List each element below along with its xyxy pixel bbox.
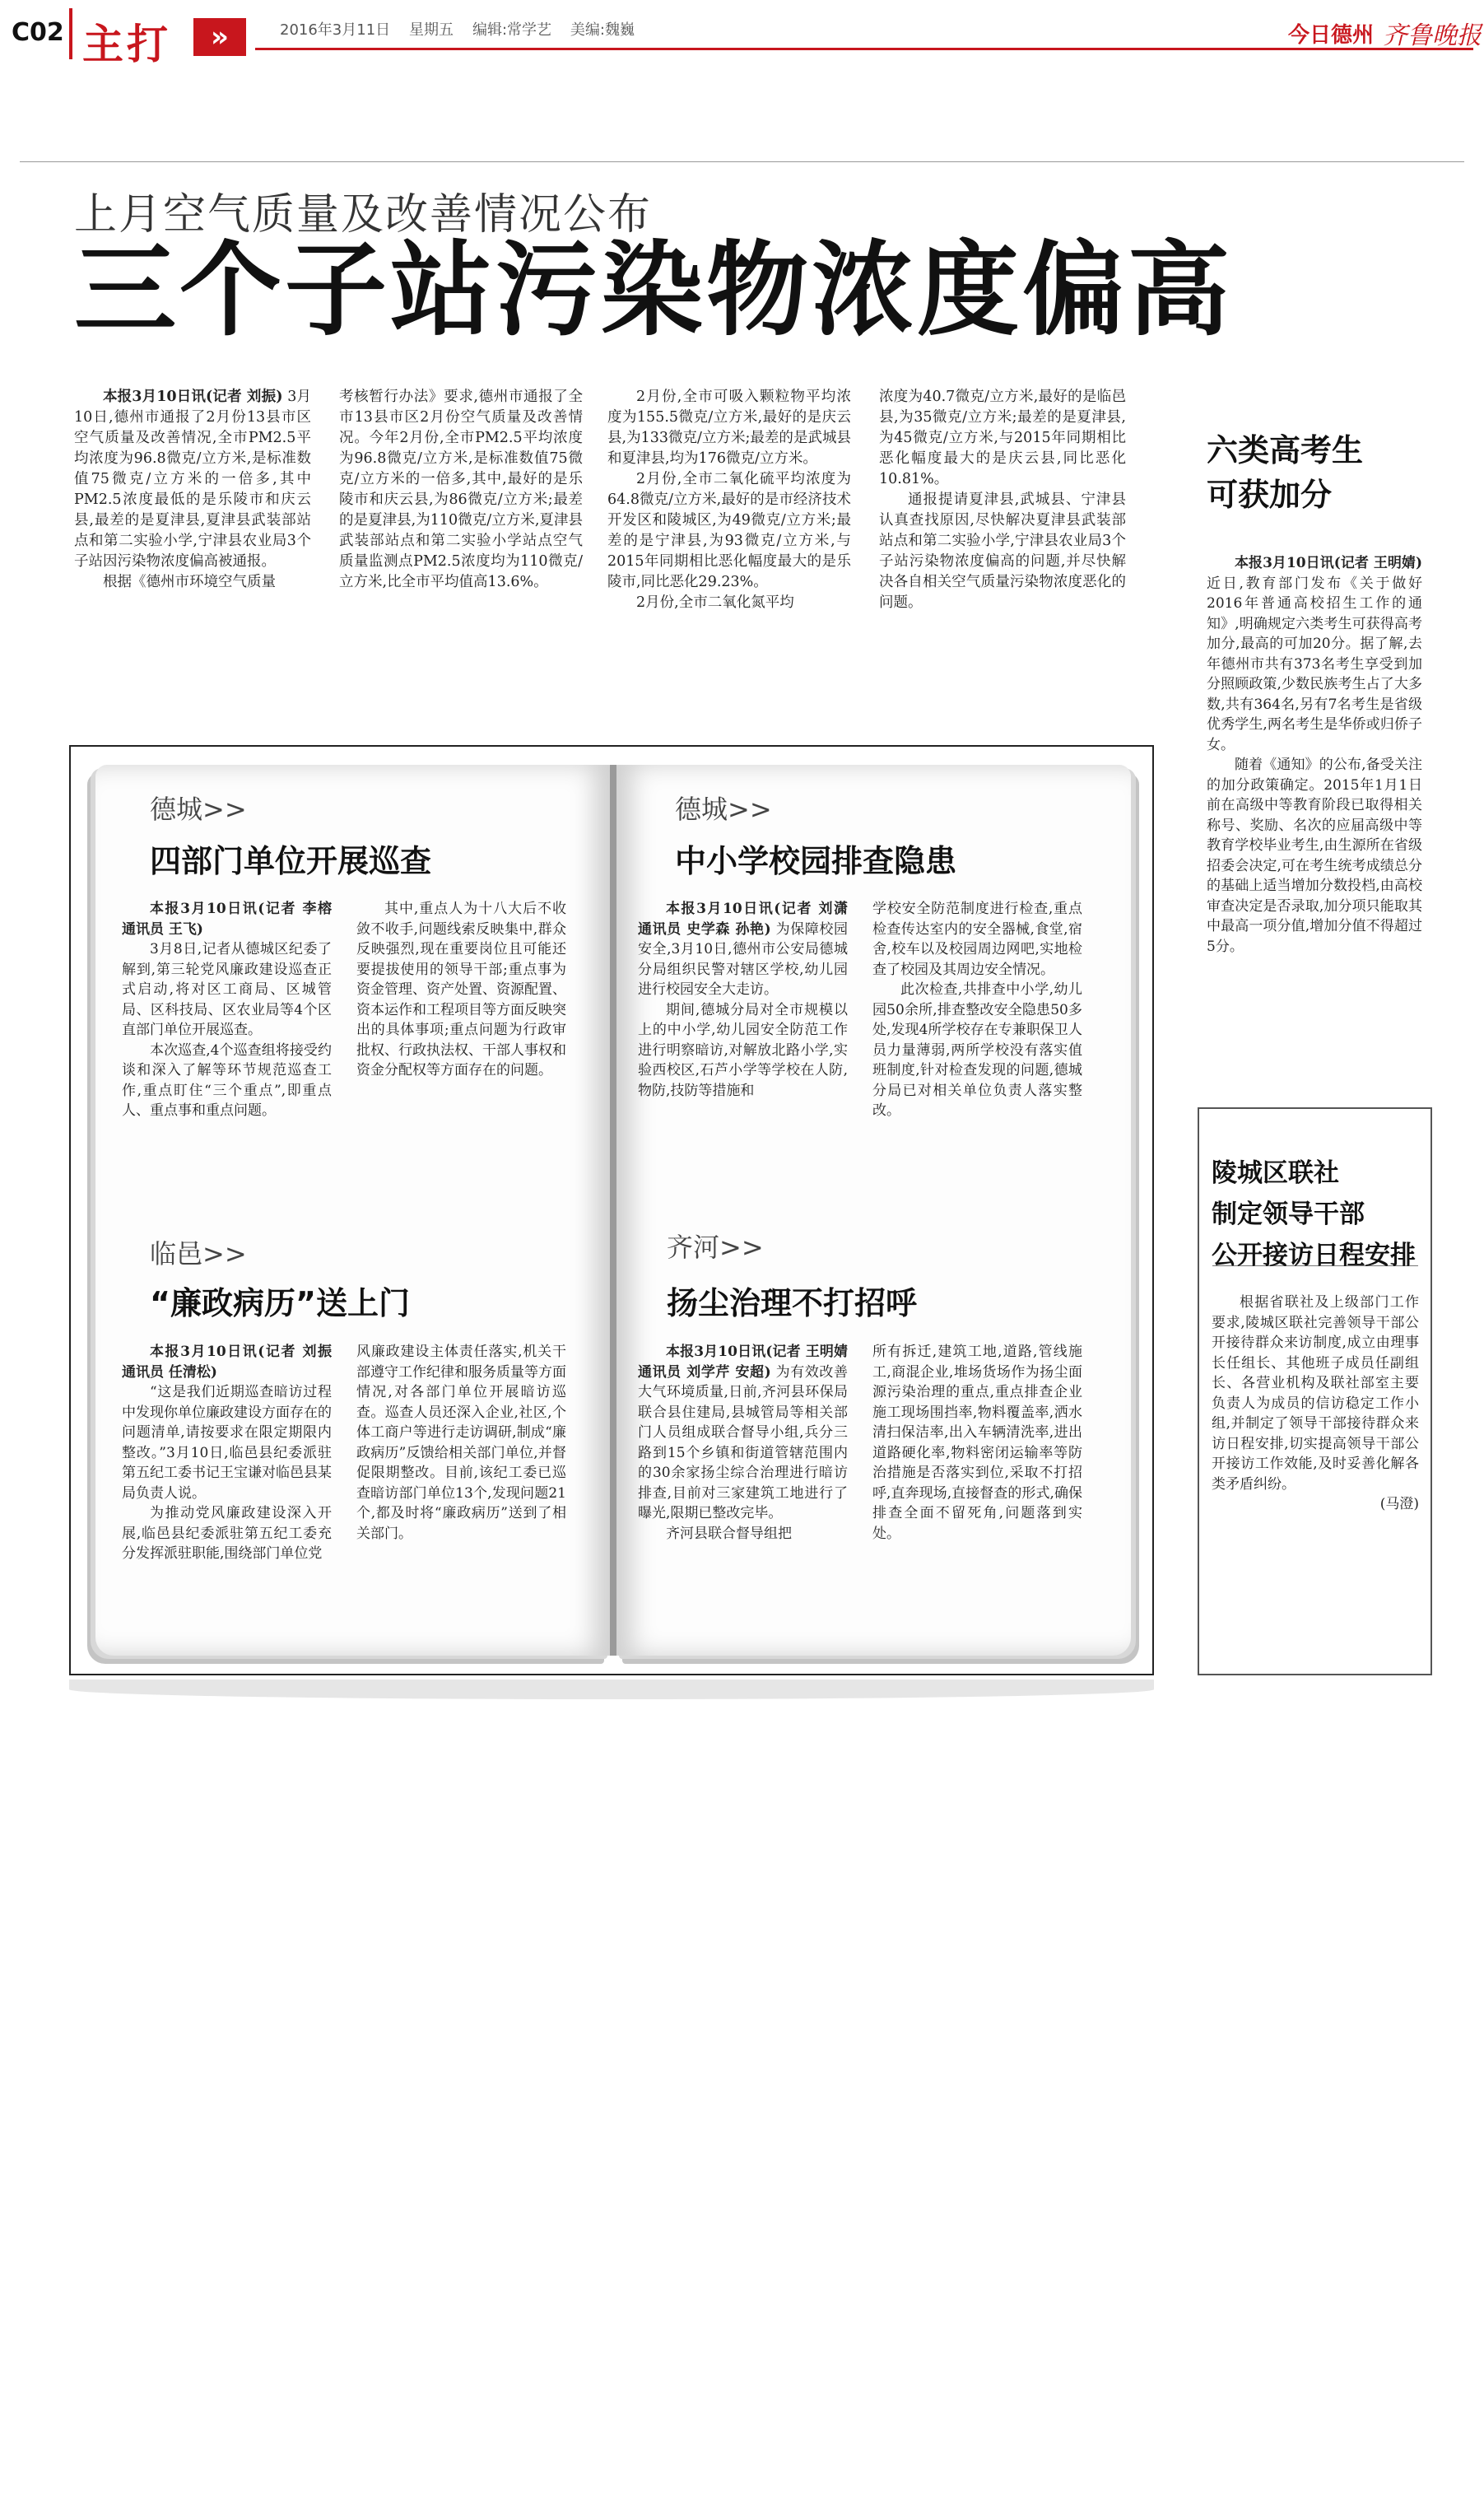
sidebar-story-2-body (1212, 1293, 1419, 1515)
section-name: 主打 (82, 21, 171, 68)
sidebar-paragraph: 根据省联社及上级部门工作要求,陵城区联社完善领导干部公开接待群众来访制度,成立由理事长任组长、其他班子成员任副组长、各营业机构及联社部室主要负责人为成员的信访稳定工作小组,并制定了领导干部接待群众来访日程安排,切实提高领导干部公开接访工作效能,及时妥善化解各类矛盾纠纷。 (1212, 1294, 1419, 1493)
lead-paragraph: 通报提请夏津县,武城县、宁津县认真查找原因,尽快解决夏津县武装部站点和第二实验小学,宁津县农业局3个子站污染物浓度偏高的问题,并尽快解决各自相关空气质量污染物浓度恶化的问题。 (879, 491, 1126, 611)
book-spine (610, 765, 616, 1656)
lead-column-3 (607, 387, 851, 613)
lead-headline: 三个子站污染物浓度偏高 (74, 231, 1234, 350)
sidebar-story-1-title: 六类高考生 可获加分 (1207, 432, 1364, 513)
story-location: 德城>> (150, 794, 247, 825)
lead-byline: 本报3月10日讯(记者 刘振) (103, 389, 283, 405)
masthead (0, 0, 1484, 74)
story-location: 齐河>> (667, 1232, 764, 1263)
sidebar-story-1-byline: 本报3月10日讯(记者 王明婧) (1235, 555, 1422, 571)
lead-paragraph: 2月份,全市可吸入颗粒物平均浓度为155.5微克/立方米,最好的是庆云县,为133微克/立方米;最差的是武城县和夏津县,均为176微克/立方米。 (607, 389, 851, 467)
section-arrows-icon: » (193, 18, 246, 56)
story-column: 风廉政建设主体责任落实,机关干部遵守工作纪律和服务质量等方面情况,对各部门单位开展暗访巡查。巡查人员还深入企业,社区,个体工商户等进行走访调研,制成“廉政病历”反馈给相关部门单位,并督促限期整改。目前,该纪工委已巡查暗访部门单位13个,发现问题21个,都及时将“廉政病历”送到了相关部门。 (356, 1344, 566, 1542)
lead-paragraph: 根据《德州市环境空气质量 (103, 574, 276, 590)
story-title: “廉政病历”送上门 (150, 1285, 410, 1321)
story-title: 四部门单位开展巡查 (150, 843, 432, 879)
story-column: 学校安全防范制度进行检查,重点检查传达室内的安全器械,食堂,宿舍,校车以及校园周边网吧,实地检查了校园及其周边安全情况。 此次检查,共排查中小学,幼儿园50余所,排查整改安全隐患50多处,发现4所学校存在专兼职保卫人员力量薄弱,两所学校没有落实值班制度,针对检查发现的问题,德城分局已对相关单位负责人落实整改。 (872, 901, 1082, 1119)
sidebar-story-1-body: 本报3月10日讯(记者 王明婧) 近日,教育部门发布《关于做好2016年普通高校招生工作的通知》,明确规定六类考生可获得高考加分,最高的可加20分。据了解,去年德州市共有373名考生享受到加分照顾政策,少数民族考生占了大多数,共有364名,另有7名考生是省级优秀学生,两名考生是华侨或归侨子女。 随着《通知》的公布,备受关注的加分政策确定。2015年1月1日前在高级中等教育阶段已取得相关称号、奖励、名次的应届高级中等教育学校毕业考生,由生源所在省级招委会决定,可在考生统考成绩总分的基础上适当增加分数投档,由高校审查决定是否录取,加分项只能取其中最高一项分值,增加分值不得超过5分。 (1207, 553, 1422, 957)
lead-paragraph: 2月份,全市二氧化硫平均浓度为64.8微克/立方米,最好的是市经济技术开发区和陵城区,为49微克/立方米;最差的是宁津县,为93微克/立方米,与2015年同期相比恶化幅度最大的是乐陵市,同比恶化29.23%。 (607, 471, 851, 590)
lead-paragraph: 考核暂行办法》要求,德州市通报了全市13县市区2月份空气质量及改善情况。今年2月份,全市PM2.5平均浓度为96.8微克/立方米,是标准数值75微克/立方米的一倍多,其中,最好的是乐陵市和庆云县,为86微克/立方米;最差的是夏津县,为110微克/立方米,夏津县武装部站点和第二实验小学站点空气质量监测点PM2.5浓度均为110微克/立方米,比全市平均值高13.6%。 (339, 389, 583, 590)
story-location: 德城>> (675, 794, 772, 825)
lead-column-4 (879, 387, 1126, 613)
sidebar-story-2-title: 陵城区联社 制定领导干部 公开接访日程安排 (1212, 1158, 1416, 1270)
story-column: 所有拆迁,建筑工地,道路,管线施工,商混企业,堆场货场作为扬尘面源污染治理的重点,重点排查企业施工现场围挡率,物料覆盖率,洒水清扫保洁率,出入车辆清洗率,进出道路硬化率,物料密闭运输率等防治措施是否落实到位,采取不打招呼,直奔现场,直接督查的形式,确保排查全面不留死角,问题落到实处。 (872, 1344, 1082, 1542)
lead-column-2 (339, 387, 583, 593)
newspaper-logo: 齐鲁晚报 (1383, 21, 1482, 50)
lead-column-1 (74, 387, 311, 593)
story-column: 本报3月10日讯(记者 王明婧 通讯员 刘学芹 安超) 为有效改善大气环境质量,日前,齐河县环保局联合县住建局,县城管局等相关部门人员组成联合督导小组,兵分三路到15个乡镇和街道管辖范围内的30余家扬尘综合治理进行暗访排查,目前对三家建筑工地进行了曝光,限期已整改完毕。 齐河县联合督导组把 (638, 1344, 848, 1542)
masthead-divider (69, 8, 72, 59)
sidebar-author: (马澄) (1379, 1496, 1419, 1512)
lead-paragraph: 3月10日,德州市通报了2月份13县市区空气质量及改善情况,全市PM2.5平均浓度为96.8微克/立方米,是标准数值75微克/立方米的一倍多,其中PM2.5浓度最低的是乐陵市和庆云县,最差的是夏津县,夏津县武装部站点和第二实验小学,宁津县农业局3个子站因污染物浓度偏高被通报。 (74, 389, 311, 570)
story-location: 临邑>> (150, 1238, 247, 1269)
story-column: 其中,重点人为十八大后不收敛不收手,问题线索反映集中,群众反映强烈,现在重要岗位且可能还要提拔使用的领导干部;重点事为资金管理、资产处置、资源配置、资本运作和工程项目等方面反映突出的具体事项;重点问题为行政审批权、行政执法权、干部人事权和资金分配权等方面存在的问题。 (356, 901, 566, 1078)
lead-paragraph: 2月份,全市二氧化氮平均 (636, 594, 794, 611)
story-title: 扬尘治理不打招呼 (667, 1285, 918, 1321)
issue-meta: 2016年3月11日 星期五 编辑:常学艺 美编:魏巍 (280, 21, 635, 39)
story-column: 本报3月10日讯(记者 刘振 通讯员 任清松) “这是我们近期巡查暗访过程中发现你单位廉政建设方面存在的问题清单,请按要求在限定期限内整改。”3月10日,临邑县纪委派驻第五纪工委书记王宝谦对临邑县某局负责人说。 为推动党风廉政建设深入开展,临邑县纪委派驻第五纪工委充分发挥派驻职能,围绕部门单位党 (122, 1344, 332, 1562)
lead-kicker: 上月空气质量及改善情况公布 (74, 190, 653, 240)
story-column: 本报3月10日讯(记者 刘潇 通讯员 史学森 孙艳) 为保障校园安全,3月10日,德州市公安局德城分局组织民警对辖区学校,幼儿园进行校园安全大走访。 期间,德城分局对全市规模以上的中小学,幼儿园安全防范工作进行明察暗访,对解放北路小学,实验西校区,石芦小学等学校在人防,物防,技防等措施和 (638, 901, 848, 1099)
page-number: C02 (12, 18, 64, 47)
story-title: 中小学校园排查隐患 (675, 843, 957, 879)
lead-paragraph: 浓度为40.7微克/立方米,最好的是临邑县,为35微克/立方米;最差的是夏津县,为45微克/立方米,与2015年同期相比恶化幅度最大的是庆云县,同比恶化10.81%。 (879, 389, 1126, 487)
header-rule (20, 161, 1464, 162)
story-column: 本报3月10日讯(记者 李榕 通讯员 王飞) 3月8日,记者从德城区纪委了解到,第三轮党风廉政建设巡查正式启动,将对区工商局、区城管局、区科技局、区农业局等4个区直部门单位开展巡查。 本次巡查,4个巡查组将接受约谈和深入了解等环节规范巡查工作,重点盯住“三个重点”,即重点人、重点事和重点问题。 (122, 901, 332, 1119)
sidebar-paragraph: 随着《通知》的公布,备受关注的加分政策确定。2015年1月1日前在高级中等教育阶段已取得相关称号、奖励、名次的应届高级中等教育学校毕业考生,由生源所在省级招委会决定,可在考生统考成绩总分的基础上适当增加分数投档,由高校审查决定是否录取,加分项只能取其中最高一项分值,增加分值不得超过5分。 (1207, 757, 1422, 955)
edition-label: 今日德州 (1288, 23, 1375, 48)
book-shadow (69, 1679, 1154, 1699)
